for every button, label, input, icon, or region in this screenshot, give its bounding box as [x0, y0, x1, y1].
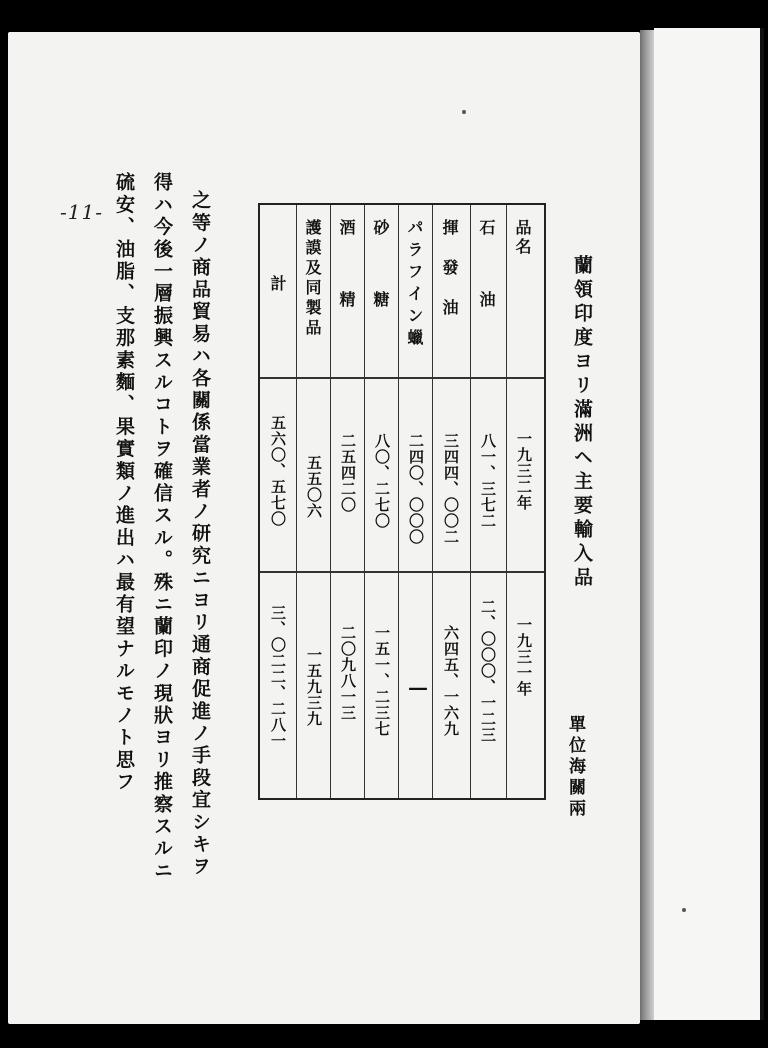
row-value-1932: 八〇、二七〇	[373, 433, 391, 529]
row-value-1932: 五五〇六	[305, 455, 323, 519]
row-value-1931: 一五一、二三七	[373, 625, 391, 737]
table-unit: 單位海關兩	[565, 715, 585, 820]
row-value-1931: 二〇九八一三	[339, 625, 357, 721]
column-divider	[330, 205, 331, 798]
scan-speck	[682, 908, 686, 912]
row-product: 酒精	[337, 219, 356, 363]
table-year-divider	[260, 571, 544, 573]
header-product: 品名	[513, 219, 532, 257]
row-value-1931: 一五九三九	[305, 647, 323, 727]
column-divider	[432, 205, 433, 798]
row-total-label: 計	[268, 275, 287, 294]
row-product: 護謨及同製品	[303, 219, 322, 339]
adjacent-page	[654, 28, 764, 1020]
row-value-1931: 六四五、一六九	[442, 625, 460, 737]
scan-speck	[462, 110, 466, 114]
row-value-1932: 三四四、〇〇二	[442, 433, 460, 545]
row-value-1932: 八一、三七二	[479, 433, 497, 529]
row-product: 石油	[477, 219, 496, 363]
paragraph-line-1: 之等ノ商品貿易ハ各關係當業者ノ研究ニヨリ通商促進ノ手段宜シキヲ	[189, 190, 211, 879]
row-value-1931: —	[406, 675, 430, 700]
row-value-1932: 二五四二〇	[339, 433, 357, 513]
header-year-1932: 一九三二年	[515, 431, 533, 511]
row-value-1932: 二四〇、〇〇〇	[407, 433, 425, 545]
column-divider	[506, 205, 507, 798]
row-product: 揮發油	[440, 219, 459, 339]
column-divider	[470, 205, 471, 798]
column-divider	[364, 205, 365, 798]
table-header-divider	[260, 377, 544, 379]
header-year-1931: 一九三一年	[515, 617, 533, 697]
page-number: -11-	[60, 200, 103, 224]
paragraph-line-2: 得ハ今後一層振興スルコトヲ確信スル。殊ニ蘭印ノ現狀ヨリ推察スルニ	[151, 172, 173, 883]
row-product: パラフイン蠟	[405, 219, 424, 351]
row-total-1931: 三、〇二二、二八一	[269, 605, 287, 749]
page-fold	[640, 30, 654, 1020]
row-total-1932: 五六〇、五七〇	[269, 415, 287, 527]
paragraph-line-3: 硫安、油脂、支那素麵、果實類ノ進出ハ最有望ナルモノト思フ	[113, 172, 135, 794]
column-divider	[398, 205, 399, 798]
row-product: 砂糖	[371, 219, 390, 363]
column-divider	[296, 205, 297, 798]
table-title: 蘭領印度ヨリ滿洲ヘ主要輸入品	[571, 255, 593, 591]
row-value-1931: 二、〇〇〇、一二三	[479, 599, 497, 743]
import-table	[258, 203, 546, 800]
